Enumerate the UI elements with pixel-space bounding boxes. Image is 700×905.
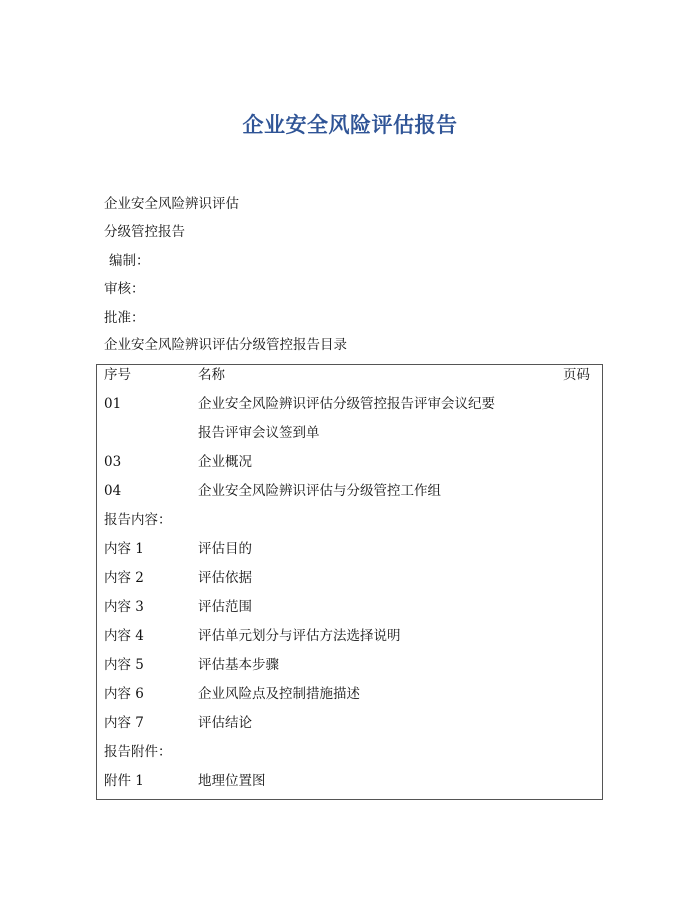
toc-section-label: 报告附件： — [104, 744, 172, 760]
toc-row-name: 企业安全风险辨识评估分级管控报告评审会议纪要 — [198, 396, 495, 412]
reviewed-by-label: 审核： — [104, 281, 145, 297]
toc-header-row — [97, 365, 602, 385]
subtitle-line-2: 分级管控报告 — [104, 224, 185, 240]
toc-row — [97, 597, 602, 617]
toc-row-no: 内容 5 — [104, 657, 144, 673]
toc-row-name: 评估基本步骤 — [198, 657, 279, 673]
toc-row — [97, 452, 602, 472]
toc-table — [96, 364, 603, 800]
toc-section-row — [97, 510, 602, 530]
toc-row-name: 企业安全风险辨识评估与分级管控工作组 — [198, 483, 441, 499]
toc-header-page: 页码 — [563, 367, 590, 383]
page-title: 企业安全风险评估报告 — [242, 112, 458, 137]
toc-row-name: 评估单元划分与评估方法选择说明 — [198, 628, 401, 644]
toc-header-no: 序号 — [104, 367, 131, 383]
toc-header-name: 名称 — [198, 367, 225, 383]
toc-row-no: 03 — [104, 454, 122, 470]
toc-row — [97, 713, 602, 733]
toc-row-no: 01 — [104, 396, 122, 412]
toc-row — [97, 539, 602, 559]
toc-row-no: 内容 6 — [104, 686, 144, 702]
toc-row — [97, 684, 602, 704]
compiled-by-label: 编制： — [109, 253, 150, 269]
toc-row — [97, 481, 602, 501]
toc-row — [97, 655, 602, 675]
toc-row-no: 内容 3 — [104, 599, 144, 615]
toc-row-no: 附件 1 — [104, 773, 144, 789]
toc-row — [97, 568, 602, 588]
toc-row-no: 内容 1 — [104, 541, 144, 557]
toc-row — [97, 626, 602, 646]
toc-row-name: 评估目的 — [198, 541, 252, 557]
toc-row — [97, 771, 602, 791]
toc-row-name: 评估结论 — [198, 715, 252, 731]
toc-row-name: 评估依据 — [198, 570, 252, 586]
approved-by-label: 批准： — [104, 310, 145, 326]
toc-section-label: 报告内容： — [104, 512, 172, 528]
toc-row-name: 地理位置图 — [198, 773, 266, 789]
toc-row-name: 企业概况 — [198, 454, 252, 470]
toc-row-no: 内容 7 — [104, 715, 144, 731]
toc-row-name: 评估范围 — [198, 599, 252, 615]
toc-row — [97, 394, 602, 414]
toc-row-name: 企业风险点及控制措施描述 — [198, 686, 360, 702]
toc-row-no: 04 — [104, 483, 122, 499]
toc-row-name: 报告评审会议签到单 — [198, 425, 320, 441]
subtitle-line-1: 企业安全风险辨识评估 — [104, 196, 239, 212]
toc-row-no: 内容 2 — [104, 570, 144, 586]
toc-row — [97, 423, 602, 443]
toc-section-row — [97, 742, 602, 762]
toc-row-no: 内容 4 — [104, 628, 144, 644]
toc-heading: 企业安全风险辨识评估分级管控报告目录 — [104, 337, 347, 353]
